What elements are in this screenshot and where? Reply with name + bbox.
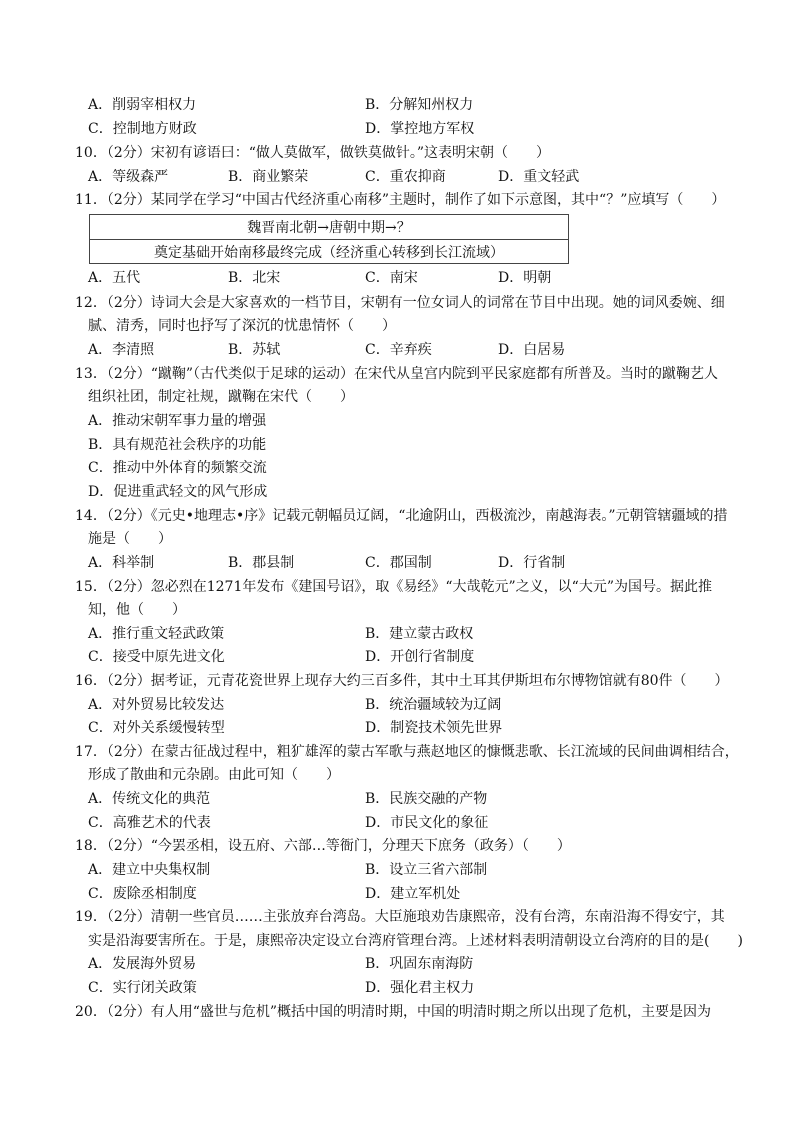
- q19-option-d[interactable]: D．强化君主权力: [365, 980, 475, 996]
- q11-table-row-stages: 奠定基础开始南移最终完成（经济重心转移到长江流域）: [154, 245, 504, 261]
- q16-option-d[interactable]: D．制瓷技术领先世界: [365, 720, 503, 736]
- q12-option-d[interactable]: D．白居易: [498, 342, 566, 358]
- q10-option-d[interactable]: D．重文轻武: [498, 169, 580, 185]
- q13-stem-line2: 组织社团，制定社规，蹴鞠在宋代（ ）: [88, 389, 354, 405]
- q11-stem: 11．（2分）某同学在学习“中国古代经济重心南移”主题时，制作了如下示意图，其中“？”应填写（ ）: [75, 192, 726, 208]
- q14-option-a[interactable]: A．科举制: [88, 555, 155, 571]
- q12-stem-line1: 12．（2分）诗词大会是大家喜欢的一档节目，宋朝有一位女词人的词常在节目中出现。她的词风委婉、细: [75, 295, 725, 311]
- q18-option-a[interactable]: A．建立中央集权制: [88, 862, 211, 878]
- q15-option-c[interactable]: C．接受中原先进文化: [88, 649, 225, 665]
- q13-option-d[interactable]: D．促进重武轻文的风气形成: [88, 484, 268, 500]
- q18-stem: 18．（2分）“今罢丞相，设五府、六部…等衙门，分理天下庶务（政务）（ ）: [75, 838, 571, 854]
- q14-option-d[interactable]: D．行省制: [498, 555, 566, 571]
- q18-option-c[interactable]: C．废除丞相制度: [88, 886, 197, 902]
- q19-stem-line2: 实是沿海要害所在。于是，康熙帝决定设立台湾府管理台湾。上述材料表明清朝设立台湾府的目的是( ): [88, 933, 743, 949]
- q17-option-a[interactable]: A．传统文化的典范: [88, 791, 211, 807]
- q11-option-b[interactable]: B．北宋: [228, 270, 281, 286]
- q19-option-c[interactable]: C．实行闭关政策: [88, 980, 197, 996]
- q16-option-a[interactable]: A．对外贸易比较发达: [88, 697, 225, 713]
- q17-option-c[interactable]: C．高雅艺术的代表: [88, 815, 211, 831]
- q19-stem-line1: 19．（2分）清朝一些官员……主张放弃台湾岛。大臣施琅劝告康熙帝，没有台湾，东南沿海不得安宁，其: [75, 909, 725, 925]
- q15-stem-line2: 知，他（ ）: [88, 602, 186, 618]
- q19-option-a[interactable]: A．发展海外贸易: [88, 956, 197, 972]
- q20-stem: 20．（2分）有人用“盛世与危机”概括中国的明清时期，中国的明清时期之所以出现了危机，主要是因为: [75, 1004, 712, 1020]
- q13-option-b[interactable]: B．具有规范社会秩序的功能: [88, 437, 267, 453]
- q12-option-b[interactable]: B．苏轼: [228, 342, 281, 358]
- q10-option-a[interactable]: A．等级森严: [88, 169, 169, 185]
- q14-option-c[interactable]: C．郡国制: [365, 555, 432, 571]
- q9-option-d[interactable]: D．掌控地方军权: [365, 121, 475, 137]
- q13-option-a[interactable]: A．推动宋朝军事力量的增强: [88, 413, 267, 429]
- q12-stem-line2: 腻、清秀，同时也抒写了深沉的忧患情怀（ ）: [88, 318, 396, 334]
- q15-option-d[interactable]: D．开创行省制度: [365, 649, 475, 665]
- q16-stem: 16．（2分）据考证，元青花瓷世界上现存大约三百多件，其中土耳其伊斯坦布尔博物馆就有80件（ ）: [75, 673, 729, 689]
- q15-option-b[interactable]: B．建立蒙古政权: [365, 626, 474, 642]
- q16-option-c[interactable]: C．对外关系缓慢转型: [88, 720, 225, 736]
- q14-option-b[interactable]: B．郡县制: [228, 555, 295, 571]
- q16-option-b[interactable]: B．统治疆域较为辽阔: [365, 697, 502, 713]
- q17-stem-line1: 17．（2分）在蒙古征战过程中，粗犷雄浑的蒙古军歌与燕赵地区的慷慨悲歌、长江流域的民间曲调相结合，: [75, 744, 739, 760]
- q19-option-b[interactable]: B．巩固东南海防: [365, 956, 474, 972]
- q11-diagram-table: [89, 214, 569, 264]
- q9-option-b[interactable]: B．分解知州权力: [365, 97, 474, 113]
- q13-stem-line1: 13．（2分）“蹴鞠”（古代类似于足球的运动）在宋代从皇宫内院到平民家庭都有所普及。当时的蹴鞠艺人: [75, 366, 719, 382]
- q12-option-a[interactable]: A．李清照: [88, 342, 155, 358]
- q10-option-b[interactable]: B．商业繁荣: [228, 169, 309, 185]
- q15-stem-line1: 15．（2分）忽必烈在1271年发布《建国号诏》，取《易经》“大哉乾元”之义，以“大元”为国号。据此推: [75, 579, 712, 595]
- q11-option-d[interactable]: D．明朝: [498, 270, 552, 286]
- q15-option-a[interactable]: A．推行重文轻武政策: [88, 626, 225, 642]
- q11-option-a[interactable]: A．五代: [88, 270, 141, 286]
- q14-stem-line1: 14．（2分）《元史•地理志•序》记载元朝幅员辽阔，“北逾阴山，西极流沙，南越海表。”元朝管辖疆域的措: [75, 508, 728, 524]
- q9-option-a[interactable]: A．削弱宰相权力: [88, 97, 197, 113]
- q9-option-c[interactable]: C．控制地方财政: [88, 121, 197, 137]
- q17-option-d[interactable]: D．市民文化的象征: [365, 815, 489, 831]
- q13-option-c[interactable]: C．推动中外体育的频繁交流: [88, 460, 267, 476]
- q17-option-b[interactable]: B．民族交融的产物: [365, 791, 488, 807]
- q11-option-c[interactable]: C．南宋: [365, 270, 418, 286]
- q12-option-c[interactable]: C．辛弃疾: [365, 342, 432, 358]
- q17-stem-line2: 形成了散曲和元杂剧。由此可知（ ）: [88, 767, 340, 783]
- q14-stem-line2: 施是（ ）: [88, 531, 172, 547]
- q10-option-c[interactable]: C．重农抑商: [365, 169, 446, 185]
- q18-option-d[interactable]: D．建立军机处: [365, 886, 461, 902]
- q18-option-b[interactable]: B．设立三省六部制: [365, 862, 488, 878]
- q11-table-row-periods: 魏晋南北朝→唐朝中期→？: [90, 215, 568, 240]
- q10-stem: 10．（2分）宋初有谚语曰：“做人莫做军，做铁莫做针。”这表明宋朝（ ）: [75, 145, 551, 161]
